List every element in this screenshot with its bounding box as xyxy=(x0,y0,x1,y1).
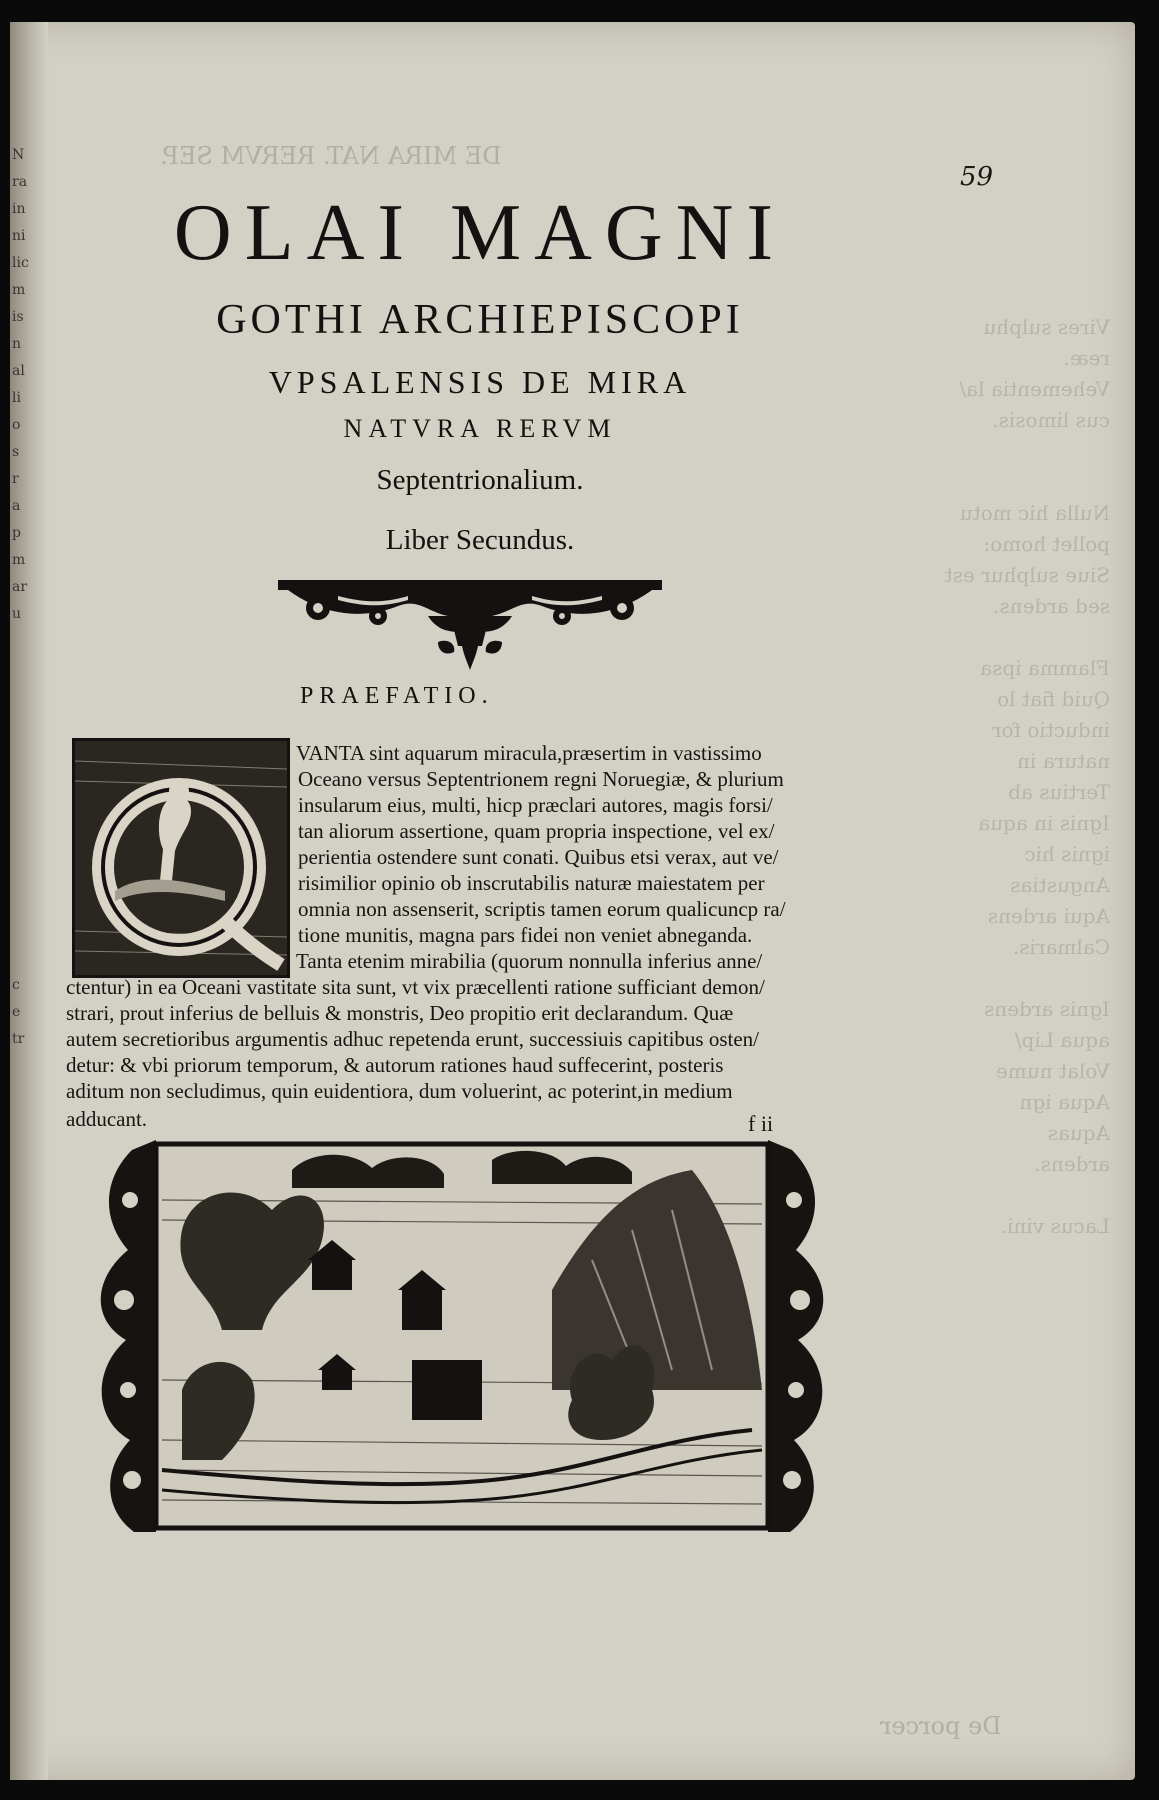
body-line: aditum non secludimus, quin euidentiora, dum voluerint, ac poterint,in medium xyxy=(66,1079,733,1103)
woodcut-illustration xyxy=(72,1140,852,1532)
page-title: OLAI MAGNI xyxy=(173,189,787,277)
woodcut-initial-q xyxy=(72,738,290,978)
body-line: Oceano versus Septentrionem regni Noruegiæ, & plurium xyxy=(298,767,784,791)
body-line: detur: & vbi priorum temporum, & autorum rationes haud suffecerint, posteris xyxy=(66,1053,724,1077)
body-line: risimilior opinio ob inscrutabilis naturæ maiestatem per xyxy=(298,871,765,895)
body-line: insularum eius, multi, hicp præclari autores, magis forsi/ xyxy=(298,793,773,817)
facing-page-fragment: c e tr xyxy=(12,977,25,1047)
body-line: tan aliorum assertione, quam propria inspectione, vel ex/ xyxy=(298,819,775,843)
subtitle-line: NATVRA RERVM xyxy=(343,414,617,443)
fleuron-ornament xyxy=(278,572,662,672)
body-line: VANTA sint aquarum miracula,præsertim in vastissimo xyxy=(296,741,762,765)
body-line: strari, prout inferius de belluis & monstris, Deo propitio erit declarandum. Quæ xyxy=(66,1001,734,1025)
bleed-through: Vires sulphu reæ. Vehementia la/ cus limosis. Nulla hic motu pollet homo: Siue sulphur est sed ardens. Flamma ipsa Quid fiat lo inductio for natura in Tertius ab Ignis in aqua ignis hic Angustias Aqui ardens Calmaris. Ignis ardens aqua Lip/ Volat nume Aqua ign Aquas ardens. Lacus vini. xyxy=(944,315,1110,1238)
body-line: omnia non assenserit, scriptis tamen eorum qualicuncp ra/ xyxy=(298,897,786,921)
bleed-through: De porcer xyxy=(880,1712,1002,1740)
body-line: perientia ostendere sunt conati. Quibus etsi verax, aut ve/ xyxy=(298,845,779,869)
preface-heading: PRAEFATIO. xyxy=(300,683,494,709)
book-heading: Liber Secundus. xyxy=(385,524,575,556)
subtitle-line: Septentrionalium. xyxy=(376,464,584,496)
folio-number: 59 xyxy=(960,162,994,192)
subtitle-line: VPSALENSIS DE MIRA xyxy=(268,364,692,400)
body-line: tione munitis, magna pars fidei non veniet abneganda. xyxy=(298,923,753,947)
body-line: adducant. xyxy=(66,1107,148,1131)
body-line: Tanta etenim mirabilia (quorum nonnulla inferius anne/ xyxy=(296,949,763,973)
facing-page-fragment: N ra in ni lic m is n al li o s r a p m ar u xyxy=(12,147,29,622)
body-line: autem secretioribus argumentis adhuc repetenda erunt, successiuis capitibus osten/ xyxy=(66,1027,759,1051)
subtitle-line: GOTHI ARCHIEPISCOPI xyxy=(216,297,744,343)
signature-mark: f ii xyxy=(748,1111,774,1136)
bleed-through: DE MIRA NAT. RERVM SEP. xyxy=(160,142,502,170)
facing-page-edge xyxy=(10,22,48,1780)
body-line: ctentur) in ea Oceani vastitate sita sunt, vt vix præcellenti ratione sufficiant demon/ xyxy=(66,975,765,999)
